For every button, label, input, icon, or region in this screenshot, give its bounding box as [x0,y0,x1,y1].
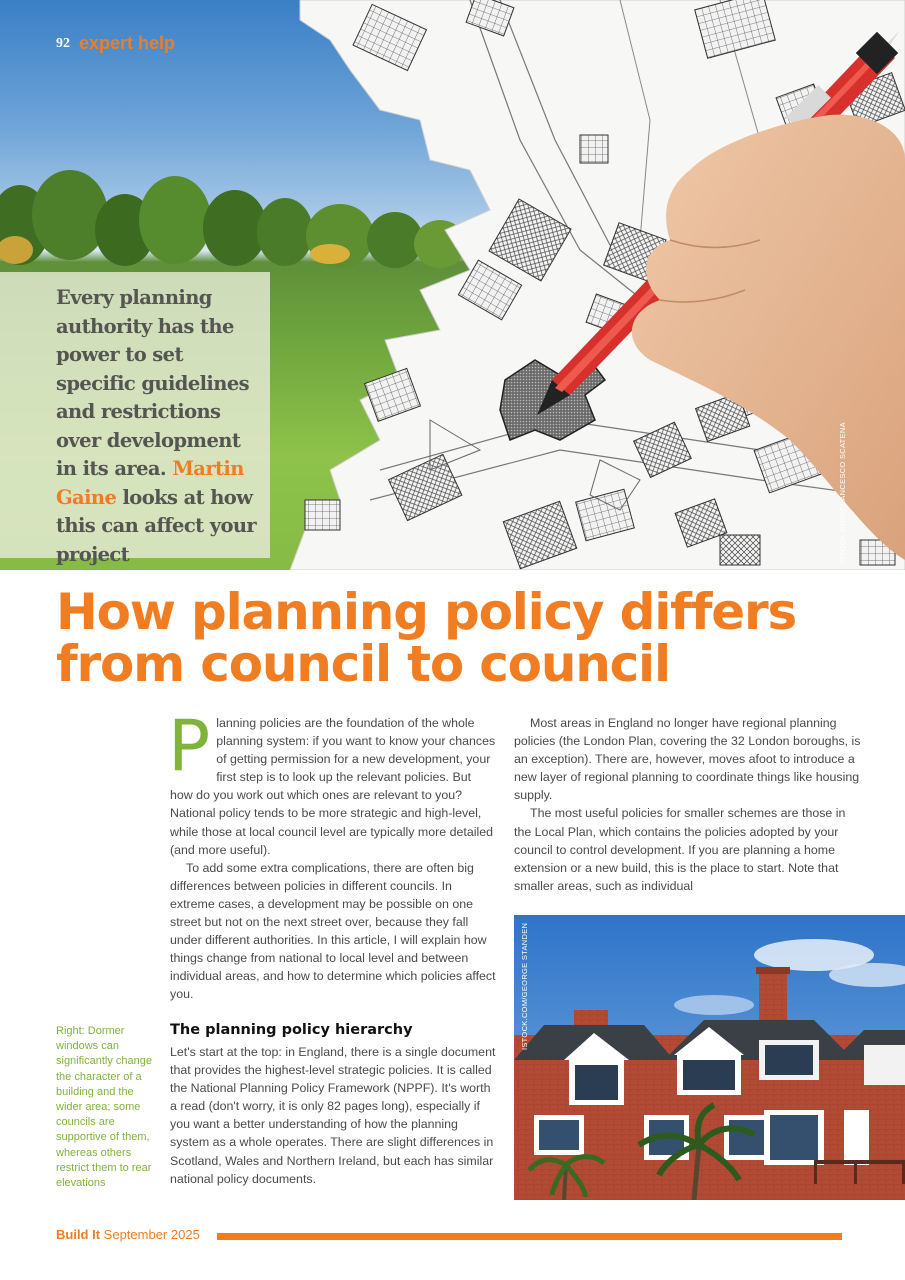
col2-paragraph-2: The most useful policies for smaller schemes are those in the Local Plan, which contains the policies adopted by your council to control development. If you are planning a home extension or a new build, this is the place to start. Note that smaller areas, such as individual [514,806,846,893]
subheading-policy-hierarchy: The planning policy hierarchy [170,1022,413,1038]
hero-image [0,0,905,570]
drop-cap: P [168,705,211,787]
col2-paragraph-1: Most areas in England no longer have regional planning policies (the London Plan, covering the 32 London boroughs, is an exception). There are, however, moves afoot to introduce a new layer of regional planning to coordinate things like housing supply. [514,716,861,803]
body-column-1 [168,705,496,1004]
magazine-name: Build It [56,1227,101,1242]
article-headline: How planning policy differs from council to council [56,583,797,693]
section-label: expert help [79,33,176,53]
intro-text: lanning policies are the foundation of the whole planning system: if you want to know your chances of getting permission for a new development, your first step is to look up the relevant policies. But how do you work out which ones are relevant to you? National policy tends to be more strategic and high-level, while those at local council level are typically more detailed (and more useful). [170,716,496,857]
standfirst-text-end: looks at how this can affect your project [56,485,257,566]
body-paragraph-3: Let's start at the top: in England, there is a single document that provides the highest-level strategic policies. It is called the National Planning Policy Framework (NPPF). It's worth a read (don't worry, it is only 82 pages long), especially if you want a better understanding of how the planning system as a whole operates. There are slight differences in Scotland, Wales and Northern Ireland, but each has similar national policy documents. [170,1045,496,1186]
body-paragraph-2: To add some extra complications, there are often big differences between policies in different councils. In extreme cases, a development may be possible on one street but not on the next street over, because they fall under different authorities. In this article, I will explain how things change from national to local level and between individual areas, and how to determine which policies affect you. [170,860,496,1002]
standfirst-text: Every planning authority has the power to set specific guidelines and restrictions over development in its area. [56,286,249,480]
page-footer [56,1227,200,1242]
tree-line [0,170,466,268]
intro-paragraph [168,705,496,859]
page-number: 92 [56,36,70,51]
body-column-1-continued [170,1043,496,1188]
footer-rule [217,1233,842,1240]
standfirst [56,284,262,569]
body-column-2 [514,714,864,895]
photo-caption: Right: Dormer windows can significantly change the character of a building and the wider area; some councils are supportive of them, whereas others restrict them to rear elevations [56,1025,153,1190]
hero-photo-credit: ISTOCK.COM/FRANCESCO SCATENA [838,422,847,564]
photo-credit: ISTOCK.COM/GEORGE STANDEN [520,922,529,1050]
author-name: Martin Gaine [56,457,244,509]
issue-date: September 2025 [103,1227,200,1242]
house-photo [514,915,905,1200]
house-illustration [514,915,905,1200]
